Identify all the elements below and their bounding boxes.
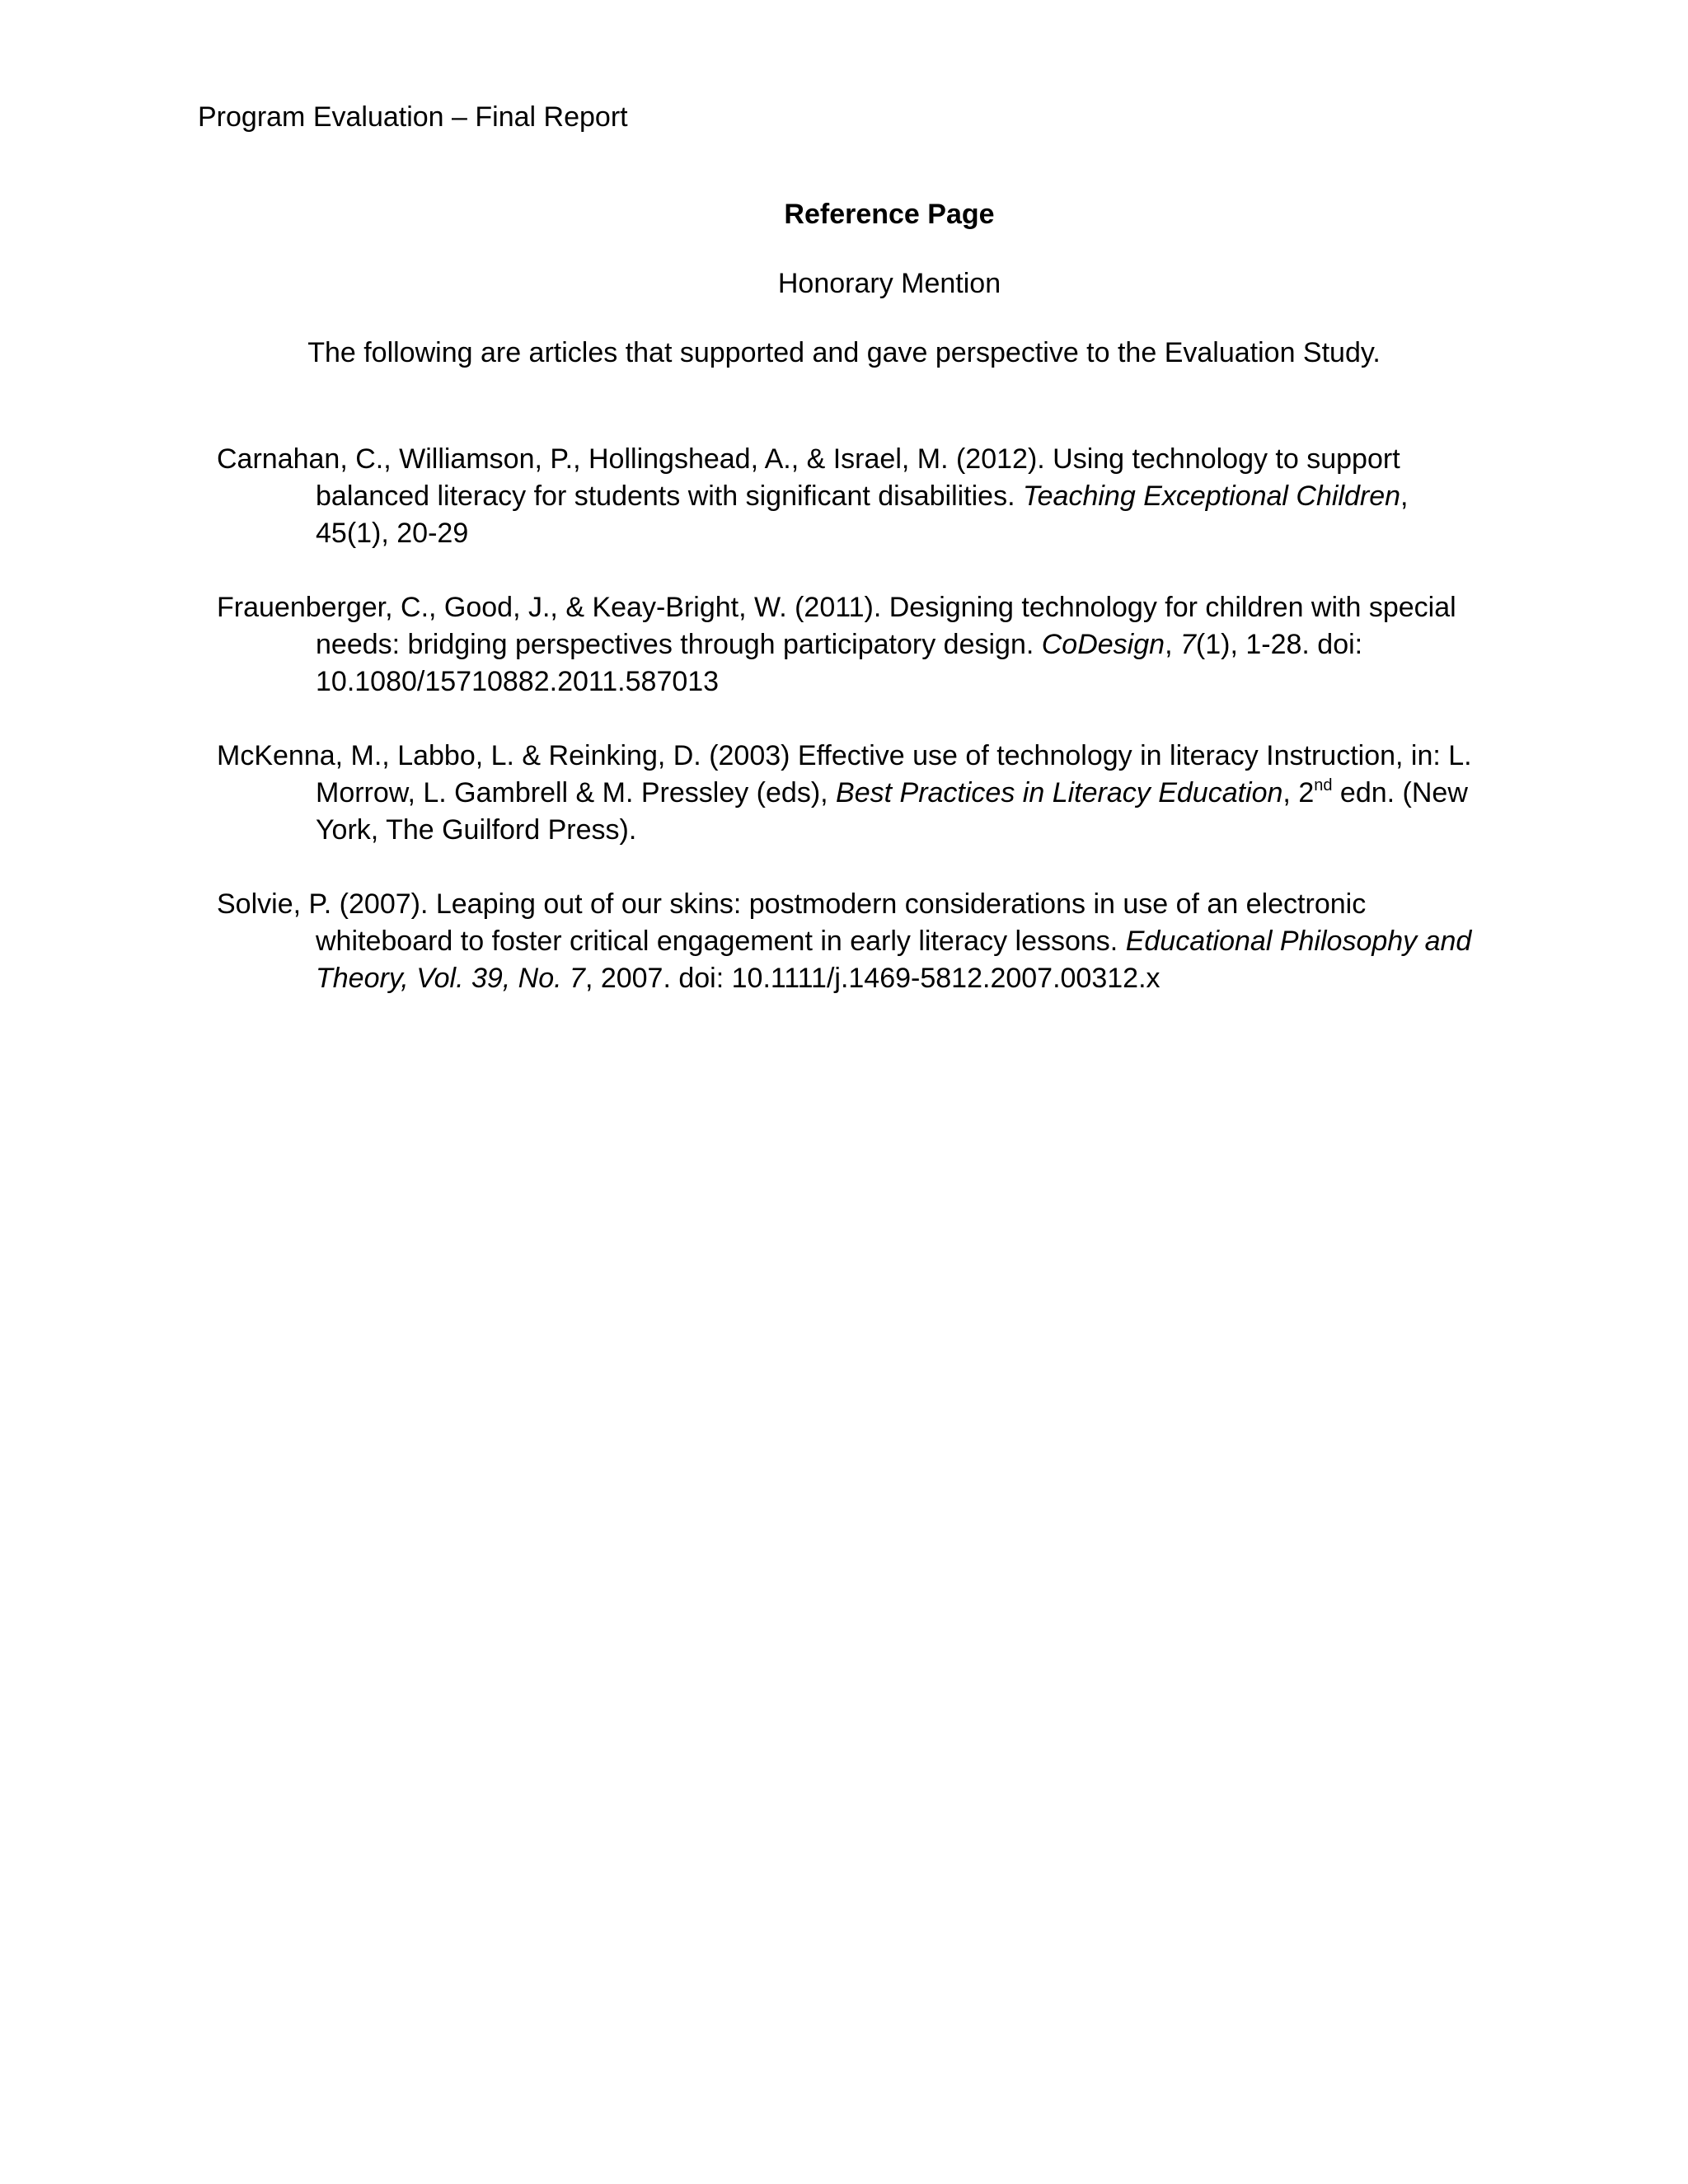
reference-list bbox=[217, 441, 1486, 1034]
reference-text: , 2007. doi: 10.1111/j.1469-5812.2007.00312.x bbox=[584, 963, 1160, 994]
reference-line bbox=[217, 478, 1486, 515]
reference-entry-mckenna bbox=[217, 738, 1486, 849]
section-subtitle: Honorary Mention bbox=[777, 268, 1001, 299]
reference-line bbox=[217, 960, 1486, 997]
reference-text: needs: bridging perspectives through participatory design. bbox=[316, 629, 1042, 660]
reference-text: (1), 1-28. doi: bbox=[1195, 629, 1363, 660]
book-title: Best Practices in Literacy Education bbox=[836, 777, 1283, 808]
page-title: Reference Page bbox=[784, 199, 995, 230]
reference-entry-frauenberger bbox=[217, 589, 1486, 701]
reference-line: 45(1), 20-29 bbox=[316, 518, 469, 549]
reference-line: Frauenberger, C., Good, J., & Keay-Bright, W. (2011). Designing technology for children with special bbox=[217, 592, 1456, 623]
reference-text: balanced literacy for students with significant disabilities. bbox=[316, 480, 1023, 512]
reference-line bbox=[217, 775, 1486, 812]
reference-text: Morrow, L. Gambrell & M. Pressley (eds), bbox=[316, 777, 837, 808]
journal-title: CoDesign bbox=[1041, 629, 1165, 660]
reference-line: McKenna, M., Labbo, L. & Reinking, D. (2003) Effective use of technology in literacy Instruction, in: L. bbox=[217, 740, 1472, 771]
journal-title: Theory, Vol. 39, No. 7 bbox=[316, 963, 585, 994]
ordinal-superscript: nd bbox=[1314, 776, 1333, 794]
journal-title: Educational Philosophy and bbox=[1125, 926, 1472, 957]
reference-line bbox=[217, 923, 1486, 960]
reference-entry-carnahan bbox=[217, 441, 1486, 552]
reference-line: Carnahan, C., Williamson, P., Hollingshead, A., & Israel, M. (2012). Using technology to support bbox=[217, 443, 1400, 475]
volume-number: 7 bbox=[1179, 629, 1196, 660]
reference-line bbox=[217, 626, 1486, 663]
reference-line: 10.1080/15710882.2011.587013 bbox=[316, 666, 720, 697]
reference-line: Solvie, P. (2007). Leaping out of our skins: postmodern considerations in use of an electronic bbox=[217, 888, 1367, 920]
intro-paragraph: The following are articles that supported and gave perspective to the Evaluation Study. bbox=[307, 337, 1381, 368]
reference-text: , bbox=[1400, 480, 1409, 512]
reference-text: , 2 bbox=[1282, 777, 1315, 808]
journal-title: Teaching Exceptional Children bbox=[1023, 480, 1401, 512]
reference-text: edn. (New bbox=[1332, 777, 1468, 808]
reference-line: York, The Guilford Press). bbox=[316, 814, 637, 846]
running-header: Program Evaluation – Final Report bbox=[198, 101, 628, 133]
reference-text: , bbox=[1165, 629, 1180, 660]
reference-entry-solvie bbox=[217, 886, 1486, 997]
reference-text: whiteboard to foster critical engagement in early literacy lessons. bbox=[316, 926, 1126, 957]
